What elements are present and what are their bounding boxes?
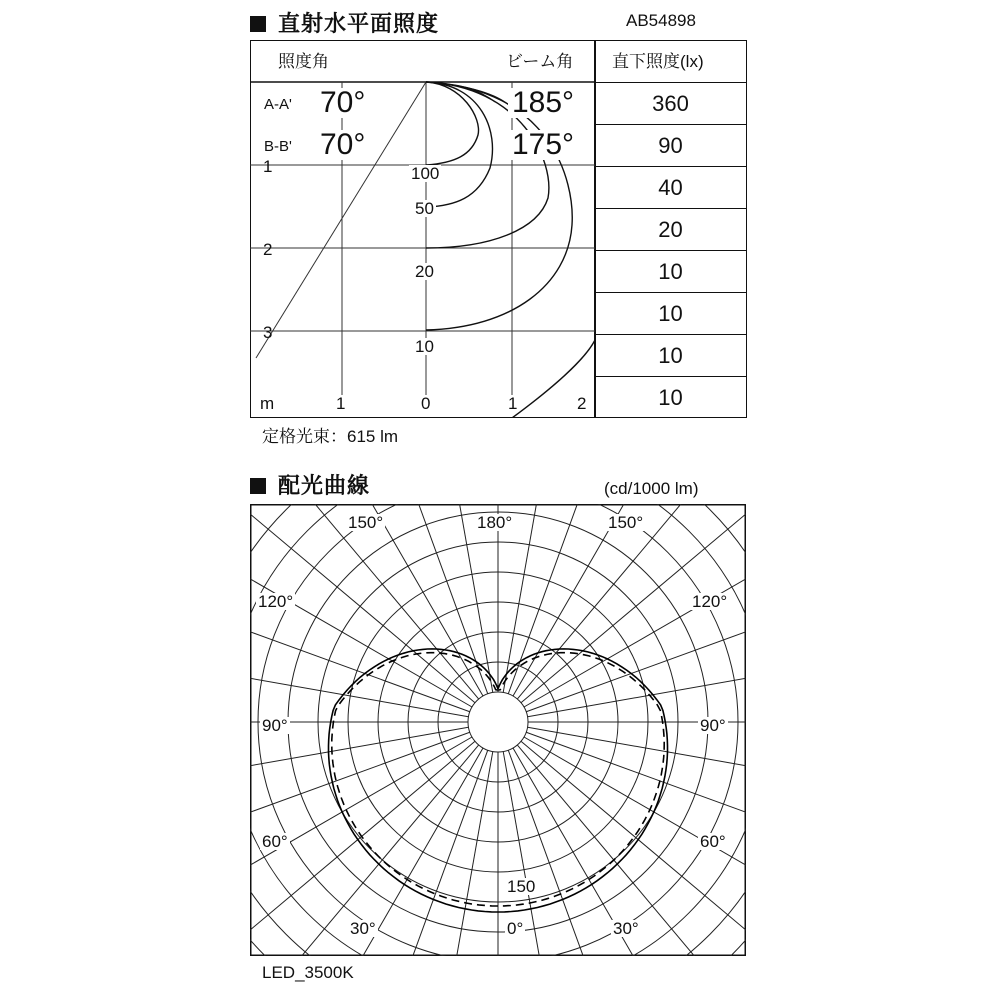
- lux-value: 90: [654, 133, 686, 159]
- lux-row: [595, 82, 746, 124]
- angle-line: [256, 82, 426, 358]
- x-tick-right-1: 1: [508, 394, 518, 413]
- lux-row: [595, 208, 746, 250]
- angle-label-180: 180°: [477, 513, 513, 532]
- lux-value: 40: [654, 175, 686, 201]
- angle-label-60-right: 60°: [700, 832, 726, 851]
- lux-row: [595, 250, 746, 292]
- angle-label-30-right: 30°: [613, 919, 639, 938]
- model-number: AB54898: [626, 11, 696, 30]
- contour-50: [426, 82, 492, 207]
- row-b-label: B-B': [264, 138, 292, 155]
- lux-row: [595, 166, 746, 208]
- x-tick-unit: m: [260, 394, 275, 413]
- angle-label-120-right: 120°: [692, 592, 728, 611]
- lux-value: 10: [654, 385, 686, 411]
- lux-row: [595, 334, 746, 376]
- angle-label-120-left: 120°: [258, 592, 294, 611]
- x-tick-left-1: 1: [336, 394, 346, 413]
- footer-led-type: LED_3500K: [262, 963, 354, 982]
- y-tick-2: 2: [263, 240, 273, 259]
- lux-value: 20: [654, 217, 686, 243]
- row-a-angle: 70°: [320, 88, 371, 118]
- angle-label-60-left: 60°: [262, 832, 288, 851]
- angle-label-150-left: 150°: [348, 513, 384, 532]
- angle-label-90-right: 90°: [700, 716, 726, 735]
- lux-row: [595, 124, 746, 166]
- lux-value: 10: [654, 343, 686, 369]
- polar-chart: [250, 504, 746, 956]
- title-marker-icon: [250, 16, 266, 32]
- illuminance-section-title: [250, 7, 439, 38]
- y-tick-1: 1: [263, 157, 273, 176]
- distribution-section-title: [250, 469, 370, 500]
- lux-row: [595, 292, 746, 334]
- lux-column: [595, 82, 746, 418]
- lux-value: 10: [654, 259, 686, 285]
- contour-label-10: 10: [415, 337, 434, 356]
- header-beam-angle: ビーム角: [506, 52, 574, 71]
- y-tick-3: 3: [263, 323, 273, 342]
- header-illuminance-angle: 照度角: [278, 52, 329, 71]
- angle-label-0: 0°: [507, 919, 524, 938]
- title-marker-icon: [250, 478, 266, 494]
- row-a-label: A-A': [264, 96, 292, 113]
- contour-100: [426, 82, 479, 165]
- radial-scale-label: 150: [507, 877, 536, 896]
- contour-label-50: 50: [415, 199, 434, 218]
- luminous-flux: 定格光束：615 lm: [262, 427, 399, 446]
- lux-value: 10: [654, 301, 686, 327]
- illuminance-title-text: 直射水平面照度: [278, 11, 440, 36]
- row-b-beam: 175°: [508, 130, 578, 160]
- x-tick-0: 0: [421, 394, 431, 413]
- lux-value: 360: [648, 91, 693, 117]
- header-direct-lux: 直下照度(lx): [612, 52, 704, 71]
- angle-label-90-left: 90°: [262, 716, 288, 735]
- row-b-angle: 70°: [320, 130, 371, 160]
- contour-10: [426, 82, 572, 330]
- contour-label-20: 20: [415, 262, 434, 281]
- distribution-unit: (cd/1000 lm): [604, 479, 699, 498]
- distribution-title-text: 配光曲線: [278, 473, 371, 498]
- lux-row: [595, 376, 746, 418]
- angle-label-30-left: 30°: [350, 919, 376, 938]
- contour-label-100: 100: [411, 164, 440, 183]
- angle-label-150-right: 150°: [608, 513, 644, 532]
- x-tick-2: 2: [577, 394, 587, 413]
- row-a-beam: 185°: [508, 88, 578, 118]
